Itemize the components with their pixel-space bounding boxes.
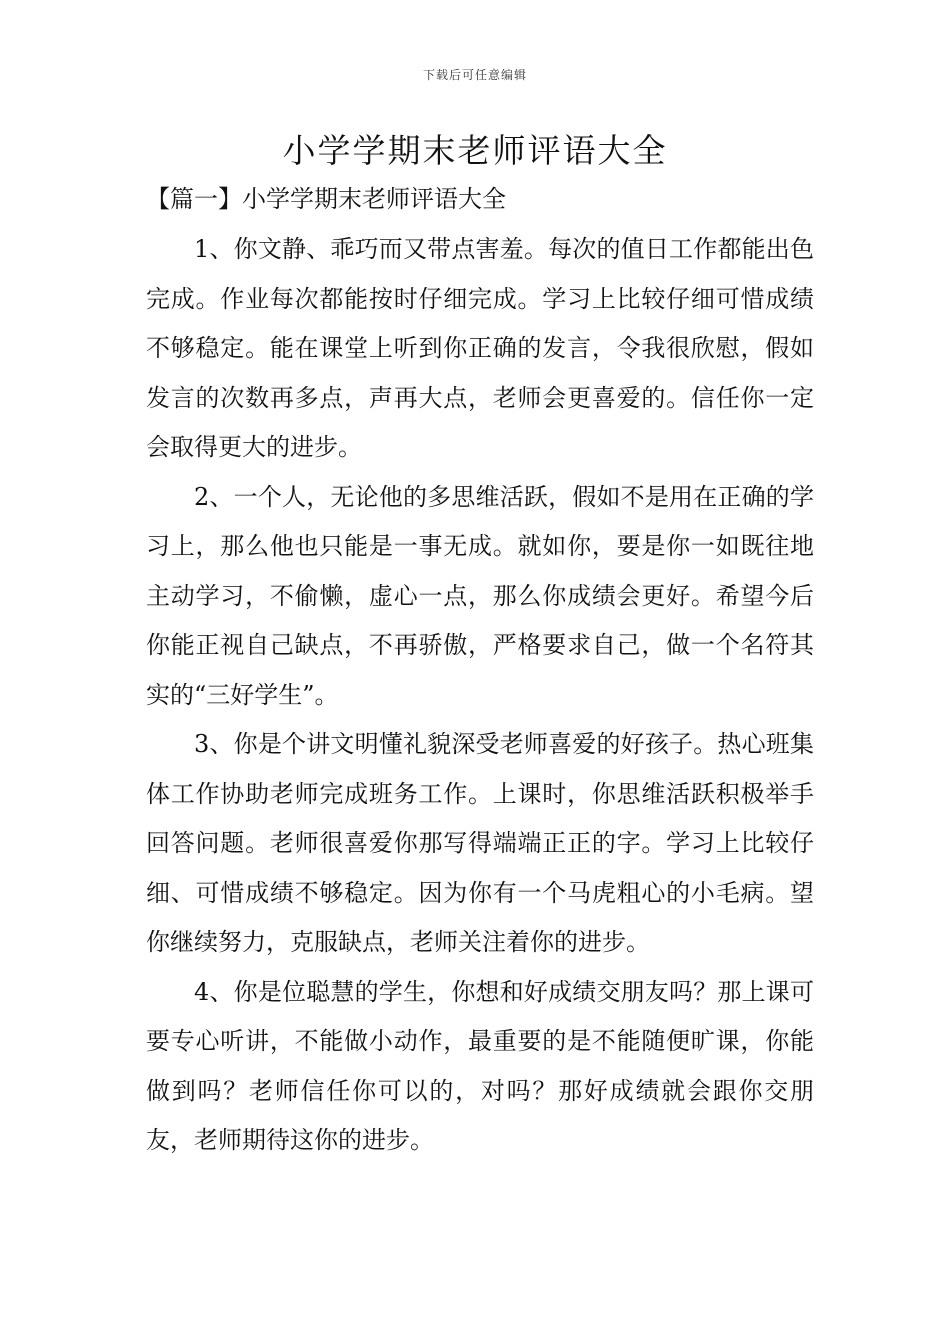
comment-paragraph-4: 4、你是位聪慧的学生，你想和好成绩交朋友吗？那上课可要专心听讲，不能做小动作，最重要的是不能随便旷课，你能做到吗？老师信任你可以的，对吗？那好成绩就会跟你交朋友，老师期待这你的进步。: [146, 977, 814, 1154]
section-heading: 【篇一】小学学期末老师评语大全: [146, 185, 506, 213]
comment-paragraph-1: 1、你文静、乖巧而又带点害羞。每次的值日工作都能出色完成。作业每次都能按时仔细完成。学习上比较仔细可惜成绩不够稳定。能在课堂上听到你正确的发言，令我很欣慰，假如发言的次数再多点，声再大点，老师会更喜爱的。信任你一定会取得更大的进步。: [146, 235, 814, 461]
document-title: 小学学期末老师评语大全: [282, 131, 668, 170]
comment-paragraph-2: 2、一个人，无论他的多思维活跃，假如不是用在正确的学习上，那么他也只能是一事无成。就如你，要是你一如既往地主动学习，不偷懒，虚心一点，那么你成绩会更好。希望今后你能正视自己缺点，不再骄傲，严格要求自己，做一个名符其实的“三好学生”。: [146, 482, 814, 709]
comment-paragraph-3: 3、你是个讲文明懂礼貌深受老师喜爱的好孩子。热心班集体工作协助老师完成班务工作。上课时，你思维活跃积极举手回答问题。老师很喜爱你那写得端端正正的字。学习上比较仔细、可惜成绩不够稳定。因为你有一个马虎粗心的小毛病。望你继续努力，克服缺点，老师关注着你的进步。: [146, 730, 814, 956]
header-note: 下载后可任意编辑: [422, 68, 527, 82]
comments-body: [146, 225, 814, 1166]
